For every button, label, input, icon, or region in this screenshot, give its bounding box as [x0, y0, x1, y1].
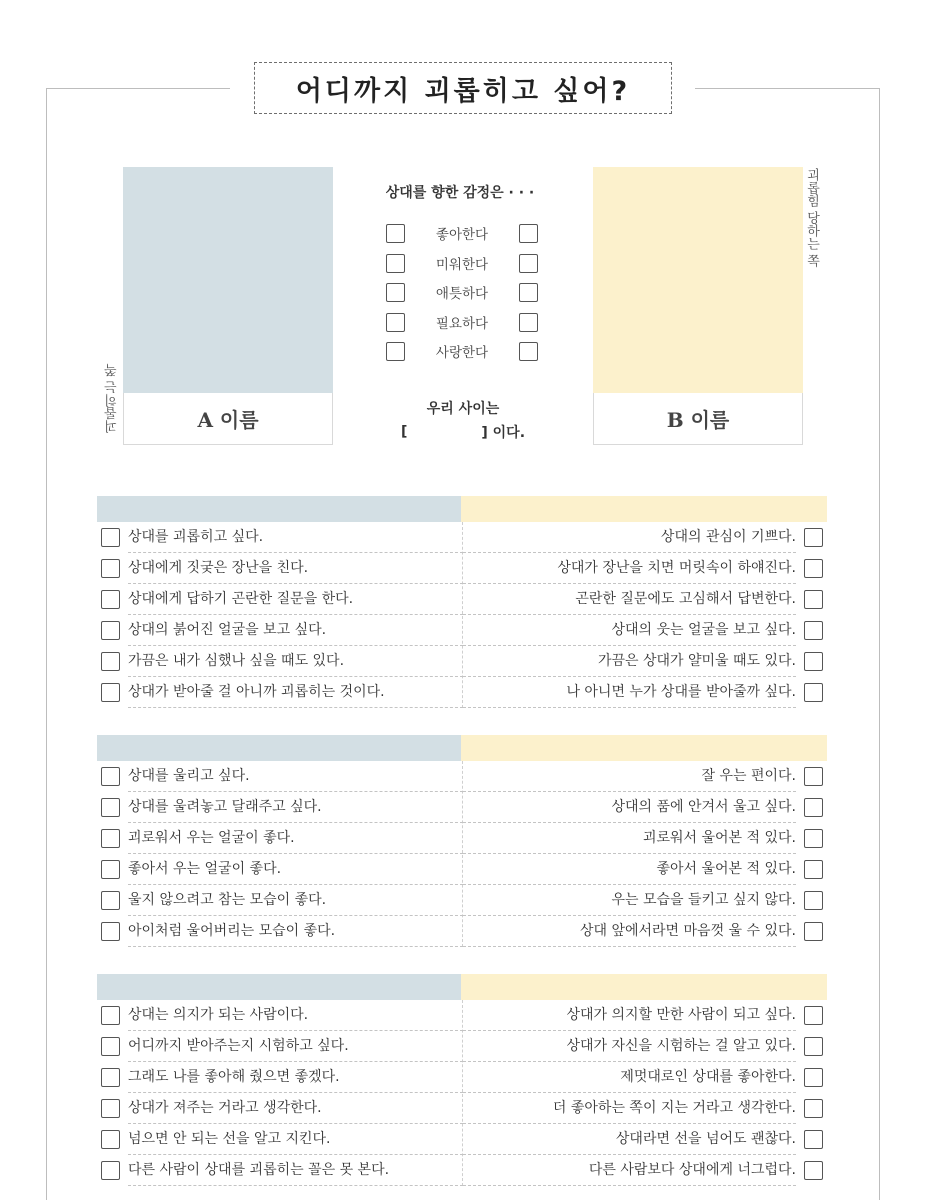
- question-a: [97, 1031, 463, 1062]
- profile-b-side-label: 괴롭힘 당하는 쪽: [804, 168, 819, 268]
- emotion-checkbox-b[interactable]: [519, 313, 538, 332]
- question-a: [97, 584, 463, 615]
- frame-left-line: [46, 88, 47, 1200]
- question-a-text: 그래도 나를 좋아해 줬으면 좋겠다.: [128, 1062, 463, 1093]
- question-a-text: 상대를 울려놓고 달래주고 싶다.: [128, 792, 463, 823]
- question-a-checkbox[interactable]: [101, 1130, 120, 1149]
- question-a: [97, 761, 463, 792]
- question-section: [97, 974, 827, 1186]
- question-b-text: 상대의 웃는 얼굴을 보고 싶다.: [463, 615, 796, 646]
- question-b-text: 상대의 관심이 기쁘다.: [463, 522, 796, 553]
- question-b: [463, 646, 827, 677]
- relationship-blank-line: [380, 422, 546, 442]
- question-a: [97, 1093, 463, 1124]
- emotion-checkbox-a[interactable]: [386, 313, 405, 332]
- question-b: [463, 522, 827, 553]
- question-a-checkbox[interactable]: [101, 590, 120, 609]
- emotion-checkbox-a[interactable]: [386, 224, 405, 243]
- question-section: [97, 496, 827, 708]
- question-b: [463, 916, 827, 947]
- question-a: [97, 1155, 463, 1186]
- question-b: [463, 885, 827, 916]
- frame-top-left-line: [46, 88, 230, 89]
- question-b-checkbox[interactable]: [804, 1037, 823, 1056]
- question-row: [97, 1093, 827, 1124]
- question-a-checkbox[interactable]: [101, 798, 120, 817]
- section-header-b: [461, 496, 827, 522]
- question-row: [97, 761, 827, 792]
- emotions-title: 상대를 향한 감정은 · · ·: [385, 185, 535, 201]
- question-a: [97, 553, 463, 584]
- question-row: [97, 584, 827, 615]
- question-a-checkbox[interactable]: [101, 683, 120, 702]
- question-b-checkbox[interactable]: [804, 1068, 823, 1087]
- question-a: [97, 1062, 463, 1093]
- question-a: [97, 916, 463, 947]
- question-a-text: 상대가 져주는 거라고 생각한다.: [128, 1093, 463, 1124]
- question-b-text: 나 아니면 누가 상대를 받아줄까 싶다.: [463, 677, 796, 708]
- emotion-checkbox-a[interactable]: [386, 254, 405, 273]
- question-a-text: 가끔은 내가 심했나 싶을 때도 있다.: [128, 646, 463, 677]
- question-b-checkbox[interactable]: [804, 652, 823, 671]
- profile-a-side-label: 괴롭히는 쪽: [105, 364, 120, 434]
- emotion-row: [386, 223, 538, 243]
- question-b-text: 더 좋아하는 쪽이 지는 거라고 생각한다.: [463, 1093, 796, 1124]
- question-b-checkbox[interactable]: [804, 922, 823, 941]
- question-row: [97, 916, 827, 947]
- emotion-label: 미워한다: [435, 257, 489, 273]
- question-row: [97, 823, 827, 854]
- question-b-text: 상대의 품에 안겨서 울고 싶다.: [463, 792, 796, 823]
- question-a: [97, 1124, 463, 1155]
- question-a-checkbox[interactable]: [101, 559, 120, 578]
- question-row: [97, 553, 827, 584]
- question-b-text: 상대 앞에서라면 마음껏 울 수 있다.: [463, 916, 796, 947]
- question-a-checkbox[interactable]: [101, 652, 120, 671]
- question-a-checkbox[interactable]: [101, 891, 120, 910]
- question-a-checkbox[interactable]: [101, 922, 120, 941]
- question-b-checkbox[interactable]: [804, 528, 823, 547]
- emotion-label: 애틋하다: [435, 286, 489, 302]
- question-b: [463, 1000, 827, 1031]
- emotion-checkbox-b[interactable]: [519, 283, 538, 302]
- question-row: [97, 1000, 827, 1031]
- question-a-text: 괴로워서 우는 얼굴이 좋다.: [128, 823, 463, 854]
- question-b: [463, 792, 827, 823]
- question-a-checkbox[interactable]: [101, 621, 120, 640]
- page-title: 어디까지 괴롭히고 싶어?: [254, 62, 672, 114]
- section-header: [97, 496, 827, 522]
- question-a-text: 다른 사람이 상대를 괴롭히는 꼴은 못 본다.: [128, 1155, 463, 1186]
- question-section: [97, 735, 827, 947]
- question-a-text: 아이처럼 울어버리는 모습이 좋다.: [128, 916, 463, 947]
- question-a-text: 좋아서 우는 얼굴이 좋다.: [128, 854, 463, 885]
- question-b-checkbox[interactable]: [804, 1161, 823, 1180]
- question-b: [463, 761, 827, 792]
- question-a-text: 상대를 울리고 싶다.: [128, 761, 463, 792]
- question-b-checkbox[interactable]: [804, 559, 823, 578]
- question-b-checkbox[interactable]: [804, 891, 823, 910]
- question-a-checkbox[interactable]: [101, 860, 120, 879]
- question-a: [97, 677, 463, 708]
- section-header-a: [97, 974, 461, 1000]
- question-b-checkbox[interactable]: [804, 829, 823, 848]
- question-b-text: 가끔은 상대가 얄미울 때도 있다.: [463, 646, 796, 677]
- question-b: [463, 1124, 827, 1155]
- question-b-text: 다른 사람보다 상대에게 너그럽다.: [463, 1155, 796, 1186]
- question-b: [463, 677, 827, 708]
- question-a: [97, 1000, 463, 1031]
- question-a-checkbox[interactable]: [101, 1037, 120, 1056]
- question-a-text: 상대를 괴롭히고 싶다.: [128, 522, 463, 553]
- emotion-label: 사랑한다: [435, 345, 489, 361]
- question-b-checkbox[interactable]: [804, 590, 823, 609]
- profile-a-name: A 이름: [123, 393, 333, 445]
- question-b: [463, 1155, 827, 1186]
- frame-top-right-line: [695, 88, 879, 89]
- frame-right-line: [879, 88, 880, 1200]
- question-a-checkbox[interactable]: [101, 1006, 120, 1025]
- question-b: [463, 1062, 827, 1093]
- question-a-text: 울지 않으려고 참는 모습이 좋다.: [128, 885, 463, 916]
- question-a-text: 어디까지 받아주는지 시험하고 싶다.: [128, 1031, 463, 1062]
- question-a-text: 상대가 받아줄 걸 아니까 괴롭히는 것이다.: [128, 677, 463, 708]
- section-header-a: [97, 735, 461, 761]
- question-b-text: 상대라면 선을 넘어도 괜찮다.: [463, 1124, 796, 1155]
- question-a-text: 상대에게 답하기 곤란한 질문을 한다.: [128, 584, 463, 615]
- profile-a-photo-area: [123, 167, 333, 393]
- question-a: [97, 885, 463, 916]
- question-b-text: 좋아서 울어본 적 있다.: [463, 854, 796, 885]
- question-row: [97, 854, 827, 885]
- question-a-text: 상대의 붉어진 얼굴을 보고 싶다.: [128, 615, 463, 646]
- section-header-b: [461, 974, 827, 1000]
- section-header-a: [97, 496, 461, 522]
- question-row: [97, 792, 827, 823]
- emotion-row: [386, 282, 538, 302]
- question-b-text: 상대가 의지할 만한 사람이 되고 싶다.: [463, 1000, 796, 1031]
- question-row: [97, 1031, 827, 1062]
- question-a-text: 상대에게 짓궂은 장난을 친다.: [128, 553, 463, 584]
- question-a: [97, 823, 463, 854]
- question-a: [97, 615, 463, 646]
- question-b: [463, 584, 827, 615]
- question-a-checkbox[interactable]: [101, 767, 120, 786]
- question-row: [97, 885, 827, 916]
- emotion-checkbox-b[interactable]: [519, 254, 538, 273]
- profile-b-photo-area: [593, 167, 803, 393]
- emotion-row: [386, 341, 538, 361]
- question-a: [97, 646, 463, 677]
- question-a-text: 넘으면 안 되는 선을 알고 지킨다.: [128, 1124, 463, 1155]
- question-b-checkbox[interactable]: [804, 1006, 823, 1025]
- question-b-checkbox[interactable]: [804, 767, 823, 786]
- question-a: [97, 854, 463, 885]
- question-b: [463, 854, 827, 885]
- relationship-open-bracket: [: [400, 424, 408, 440]
- section-header: [97, 974, 827, 1000]
- question-a: [97, 792, 463, 823]
- question-row: [97, 615, 827, 646]
- emotion-checkbox-b[interactable]: [519, 224, 538, 243]
- section-header: [97, 735, 827, 761]
- question-row: [97, 1155, 827, 1186]
- relationship-close-text: ] 이다.: [481, 425, 526, 441]
- question-b-checkbox[interactable]: [804, 621, 823, 640]
- question-row: [97, 646, 827, 677]
- question-a-checkbox[interactable]: [101, 829, 120, 848]
- question-b-text: 곤란한 질문에도 고심해서 답변한다.: [463, 584, 796, 615]
- profile-b-name: B 이름: [593, 393, 803, 445]
- question-b: [463, 823, 827, 854]
- question-b-text: 상대가 장난을 치면 머릿속이 하얘진다.: [463, 553, 796, 584]
- question-row: [97, 1124, 827, 1155]
- question-a: [97, 522, 463, 553]
- section-header-b: [461, 735, 827, 761]
- emotion-checkbox-a[interactable]: [386, 342, 405, 361]
- question-row: [97, 677, 827, 708]
- question-b-checkbox[interactable]: [804, 798, 823, 817]
- question-a-checkbox[interactable]: [101, 528, 120, 547]
- emotion-label: 좋아한다: [435, 227, 489, 243]
- question-b-text: 잘 우는 편이다.: [463, 761, 796, 792]
- question-row: [97, 522, 827, 553]
- emotion-checkbox-b[interactable]: [519, 342, 538, 361]
- emotion-label: 필요하다: [435, 316, 489, 332]
- question-a-checkbox[interactable]: [101, 1068, 120, 1087]
- question-b-text: 괴로워서 울어본 적 있다.: [463, 823, 796, 854]
- question-b-text: 제멋대로인 상대를 좋아한다.: [463, 1062, 796, 1093]
- question-b: [463, 1093, 827, 1124]
- question-b-text: 우는 모습을 들키고 싶지 않다.: [463, 885, 796, 916]
- question-b-checkbox[interactable]: [804, 860, 823, 879]
- question-a-checkbox[interactable]: [101, 1161, 120, 1180]
- question-b-checkbox[interactable]: [804, 1130, 823, 1149]
- question-b: [463, 1031, 827, 1062]
- question-row: [97, 1062, 827, 1093]
- question-b-checkbox[interactable]: [804, 683, 823, 702]
- question-b-text: 상대가 자신을 시험하는 걸 알고 있다.: [463, 1031, 796, 1062]
- emotion-row: [386, 253, 538, 273]
- emotion-row: [386, 312, 538, 332]
- question-a-checkbox[interactable]: [101, 1099, 120, 1118]
- question-b: [463, 615, 827, 646]
- question-b: [463, 553, 827, 584]
- emotion-checkbox-a[interactable]: [386, 283, 405, 302]
- question-b-checkbox[interactable]: [804, 1099, 823, 1118]
- question-a-text: 상대는 의지가 되는 사람이다.: [128, 1000, 463, 1031]
- relationship-label: 우리 사이는: [426, 401, 500, 417]
